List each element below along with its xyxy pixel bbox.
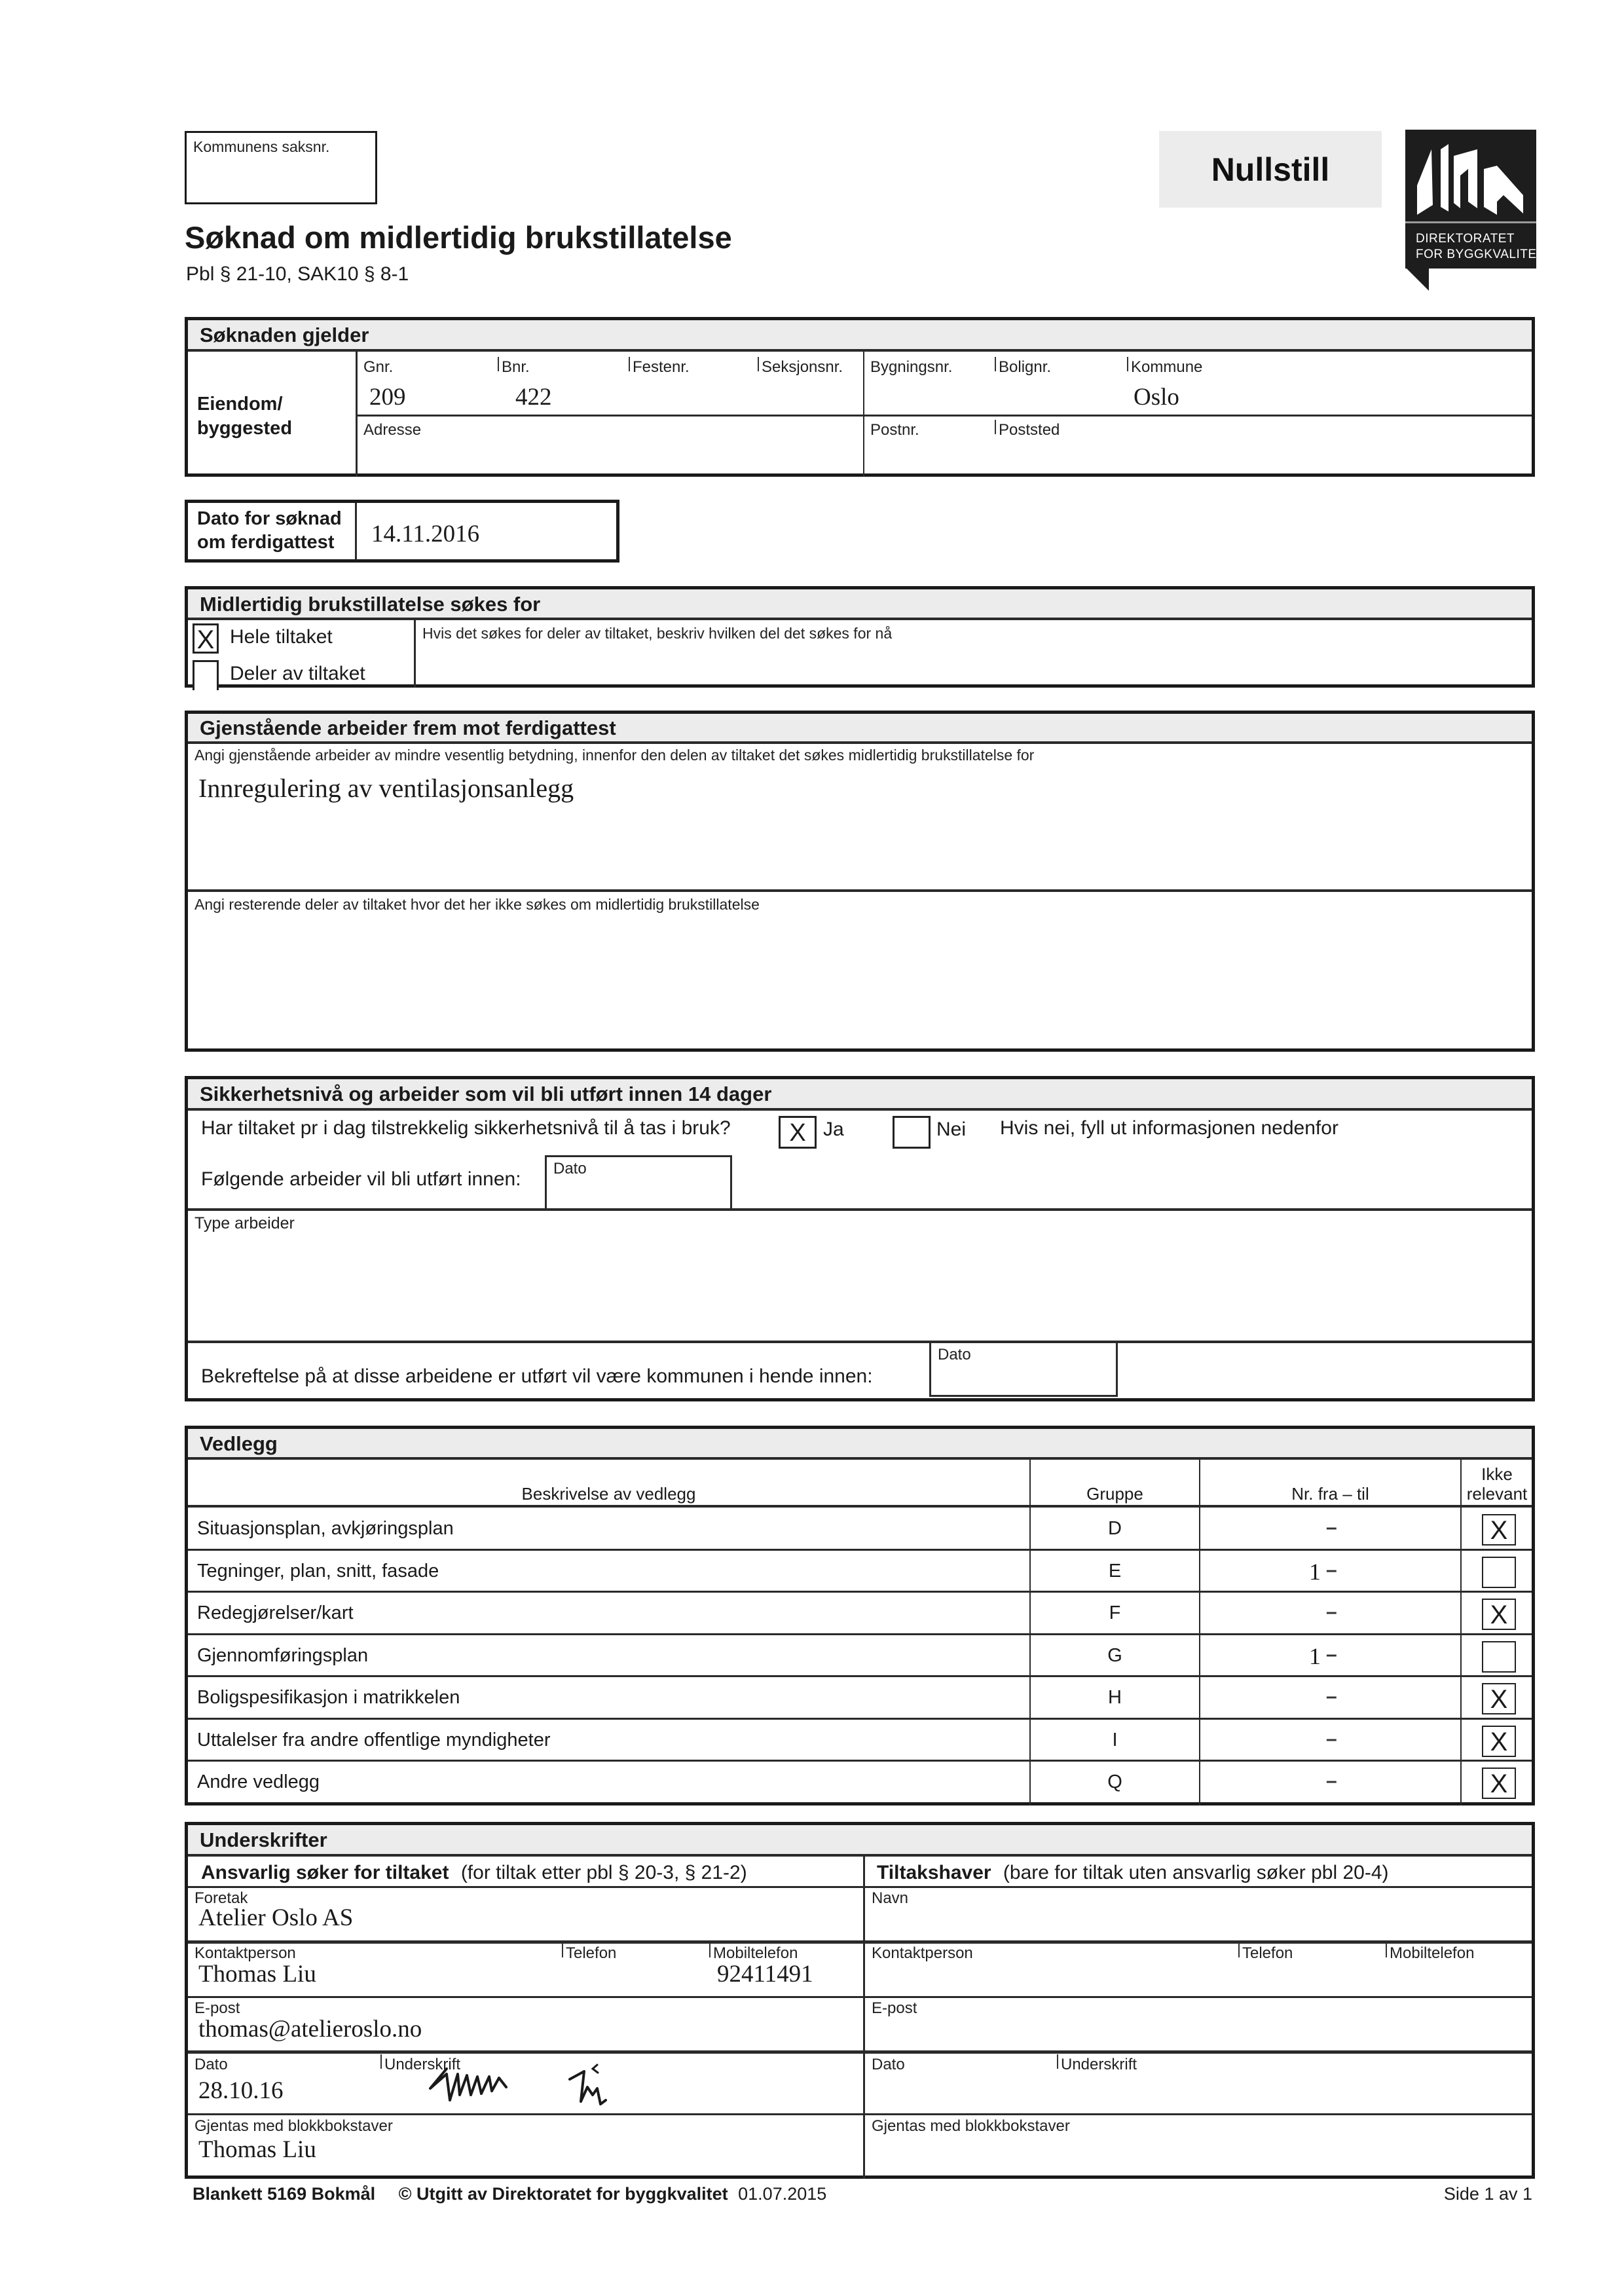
- applicant-mobile-field[interactable]: 92411491: [717, 1961, 813, 1988]
- deler-av-tiltaket-checkbox[interactable]: [193, 660, 219, 690]
- signatures-section: [185, 1822, 1535, 2179]
- hele-tiltaket-label: Hele tiltaket: [230, 626, 333, 648]
- attachment-range-separator: –: [1326, 1643, 1337, 1665]
- safety-no-label: Nei: [936, 1119, 967, 1140]
- hele-tiltaket-checkbox[interactable]: [193, 623, 219, 654]
- safety-yes-checkbox[interactable]: [779, 1116, 817, 1149]
- attachment-range-separator: –: [1326, 1601, 1337, 1623]
- works-by-label: Følgende arbeider vil bli utført innen:: [201, 1168, 521, 1190]
- attachment-description: Redegjørelser/kart: [197, 1602, 354, 1623]
- bnr-field[interactable]: 422: [515, 384, 552, 411]
- attachment-description: Andre vedlegg: [197, 1771, 320, 1792]
- applicant-block-letters-field[interactable]: Thomas Liu: [198, 2136, 316, 2163]
- attachments-section-title: Vedlegg: [188, 1429, 1532, 1460]
- deler-av-tiltaket-label: Deler av tiltaket: [230, 663, 365, 684]
- attachment-row: [188, 1592, 1532, 1635]
- property-row-label-1: Eiendom/: [197, 394, 283, 415]
- attachment-row: [188, 1635, 1532, 1677]
- edition-date: 01.07.2015: [738, 2184, 827, 2204]
- attachment-description: Situasjonsplan, avkjøringsplan: [197, 1518, 454, 1539]
- not-relevant-checkbox[interactable]: [1482, 1599, 1516, 1630]
- case-number-label: Kommunens saksnr.: [193, 138, 330, 155]
- page-title: Søknad om midlertidig brukstillatelse: [185, 220, 732, 255]
- publisher: © Utgitt av Direktoratet for byggkvalitet: [398, 2184, 728, 2204]
- column-header-group: Gruppe: [1086, 1484, 1143, 1504]
- not-relevant-checkbox[interactable]: [1482, 1726, 1516, 1757]
- completion-date-label-1: Dato for søknad: [197, 508, 342, 529]
- owner-phone-label: Telefon: [1242, 1944, 1293, 1962]
- owner-signature-field[interactable]: [1061, 2054, 1532, 2110]
- checkmark-x-icon: X: [1490, 1769, 1508, 1798]
- safety-if-no-note: Hvis nei, fyll ut informasjonen nedenfor: [1000, 1117, 1338, 1139]
- applicant-block-letters-label: Gjentas med blokkbokstaver: [194, 2117, 393, 2135]
- handwritten-signature-icon: [384, 2054, 856, 2110]
- checkmark-x-icon: X: [1490, 1516, 1508, 1545]
- confirmation-label: Bekreftelse på at disse arbeidene er utført vil være kommunen i hende innen:: [201, 1365, 873, 1387]
- applicant-signature-field[interactable]: [384, 2054, 856, 2110]
- safety-section-title: Sikkerhetsnivå og arbeider som vil bli utført innen 14 dager: [188, 1079, 1532, 1111]
- owner-email-label: E-post: [872, 1999, 917, 2017]
- partial-description-field[interactable]: [418, 643, 1529, 682]
- column-header-not-relevant-2: relevant: [1466, 1484, 1528, 1504]
- work-type-label: Type arbeider: [194, 1214, 295, 1232]
- page-subtitle: Pbl § 21-10, SAK10 § 8-1: [186, 263, 409, 285]
- completion-date-section: [185, 500, 619, 563]
- attachment-group: Q: [1107, 1771, 1122, 1792]
- completion-date-field[interactable]: 14.11.2016: [371, 521, 480, 547]
- checkmark-x-icon: X: [1490, 1685, 1508, 1714]
- minor-work-label: Angi gjenstående arbeider av mindre vesentlig betydning, innenfor den delen av tiltaket det søkes midlertidig brukstillatelse for: [194, 747, 1035, 764]
- attachment-range-separator: –: [1326, 1770, 1337, 1792]
- case-number-box[interactable]: [185, 131, 377, 204]
- applicant-date-field[interactable]: 28.10.16: [198, 2077, 284, 2104]
- attachment-range-separator: –: [1326, 1728, 1337, 1750]
- attachment-range-separator: –: [1326, 1517, 1337, 1538]
- not-relevant-checkbox[interactable]: [1482, 1514, 1516, 1546]
- applicant-contact-field[interactable]: Thomas Liu: [198, 1961, 316, 1988]
- reset-button[interactable]: [1159, 131, 1382, 208]
- reset-button-label: Nullstill: [1211, 151, 1330, 188]
- owner-signature-label: Underskrift: [1061, 2056, 1137, 2073]
- scope-section-title: Midlertidig brukstillatelse søkes for: [188, 589, 1532, 620]
- not-relevant-checkbox[interactable]: [1482, 1641, 1516, 1673]
- attachment-row: [188, 1761, 1532, 1804]
- attachment-group: E: [1108, 1560, 1122, 1582]
- gnr-field[interactable]: 209: [369, 384, 406, 411]
- work-type-field[interactable]: [191, 1234, 1529, 1339]
- applicant-company-label: Foretak: [194, 1889, 248, 1907]
- remaining-work-section: [185, 711, 1535, 1052]
- attachments-section: [185, 1426, 1535, 1805]
- gnr-label: Gnr.: [363, 358, 394, 376]
- completion-date-label-2: om ferdigattest: [197, 532, 335, 553]
- not-relevant-checkbox[interactable]: [1482, 1768, 1516, 1799]
- minor-work-field[interactable]: Innregulering av ventilasjonsanlegg: [198, 773, 574, 803]
- logo-text-line2: FOR BYGGKVALITET: [1416, 248, 1545, 261]
- owner-name-label: Navn: [872, 1889, 909, 1907]
- applicant-date-label: Dato: [194, 2056, 228, 2073]
- remaining-parts-field[interactable]: [191, 916, 1529, 1046]
- attachment-description: Tegninger, plan, snitt, fasade: [197, 1560, 439, 1582]
- owner-contact-label: Kontaktperson: [872, 1944, 973, 1962]
- form-id: Blankett 5169 Bokmål: [193, 2184, 376, 2204]
- postnr-label: Postnr.: [870, 421, 919, 439]
- applicant-contact-label: Kontaktperson: [194, 1944, 296, 1962]
- column-header-range: Nr. fra – til: [1291, 1484, 1369, 1504]
- attachment-group: F: [1109, 1602, 1121, 1623]
- page-indicator: Side 1 av 1: [1443, 2184, 1532, 2204]
- safety-yes-label: Ja: [823, 1119, 844, 1140]
- kommune-field[interactable]: Oslo: [1134, 384, 1179, 411]
- property-section-title: Søknaden gjelder: [188, 320, 1532, 352]
- attachment-description: Boligspesifikasjon i matrikkelen: [197, 1687, 460, 1708]
- attachment-group: I: [1112, 1729, 1118, 1750]
- dibk-logo: [1405, 130, 1545, 268]
- property-row-label-2: byggested: [197, 418, 293, 439]
- attachment-range-from[interactable]: 1: [1309, 1558, 1321, 1585]
- applicant-title: Ansvarlig søker for tiltaket (for tiltak etter pbl § 20-3, § 21-2): [201, 1862, 747, 1883]
- safety-no-checkbox[interactable]: [893, 1116, 931, 1149]
- building-logo-icon: [1405, 130, 1536, 221]
- attachment-row: [188, 1676, 1532, 1719]
- safety-section: [185, 1076, 1535, 1401]
- footer-left: [193, 2184, 826, 2204]
- attachment-group: D: [1108, 1518, 1122, 1539]
- checkmark-x-icon: X: [196, 625, 215, 654]
- bygningsnr-label: Bygningsnr.: [870, 358, 953, 376]
- logo-flag-tail-icon: [1407, 268, 1433, 292]
- checkmark-x-icon: X: [1490, 1727, 1508, 1756]
- bnr-label: Bnr.: [502, 358, 530, 376]
- attachment-row: [188, 1550, 1532, 1593]
- works-by-date-field[interactable]: Dato: [545, 1155, 732, 1210]
- property-section: [185, 317, 1535, 477]
- column-header-not-relevant-1: Ikke: [1481, 1464, 1513, 1484]
- applicant-signature-label: Underskrift: [384, 2056, 461, 2073]
- poststed-label: Poststed: [999, 421, 1060, 439]
- attachment-row: [188, 1508, 1532, 1550]
- owner-date-label: Dato: [872, 2056, 905, 2073]
- applicant-email-field[interactable]: thomas@atelieroslo.no: [198, 2016, 422, 2043]
- attachment-group: H: [1108, 1687, 1122, 1708]
- remaining-parts-label: Angi resterende deler av tiltaket hvor det her ikke søkes om midlertidig brukstillatelse: [194, 896, 760, 913]
- attachment-group: G: [1107, 1644, 1122, 1666]
- festenr-label: Festenr.: [633, 358, 690, 376]
- attachment-range-separator: –: [1326, 1559, 1337, 1581]
- attachment-range-separator: –: [1326, 1686, 1337, 1707]
- applicant-phone-label: Telefon: [566, 1944, 617, 1962]
- bolignr-label: Bolignr.: [999, 358, 1052, 376]
- adresse-label: Adresse: [363, 421, 422, 439]
- checkmark-x-icon: X: [1490, 1601, 1508, 1629]
- checkmark-x-icon: X: [789, 1119, 806, 1147]
- confirmation-date-field[interactable]: Dato: [929, 1342, 1118, 1397]
- owner-title: Tiltakshaver (bare for tiltak uten ansvarlig søker pbl 20-4): [877, 1862, 1389, 1883]
- owner-mobile-label: Mobiltelefon: [1390, 1944, 1475, 1962]
- applicant-mobile-label: Mobiltelefon: [713, 1944, 798, 1962]
- logo-text-line1: DIREKTORATET: [1416, 232, 1515, 246]
- partial-description-label: Hvis det søkes for deler av tiltaket, beskriv hvilken del det søkes for nå: [422, 625, 893, 642]
- attachment-description: Gjennomføringsplan: [197, 1644, 369, 1666]
- scope-section: [185, 586, 1535, 688]
- not-relevant-checkbox[interactable]: [1482, 1683, 1516, 1714]
- not-relevant-checkbox[interactable]: [1482, 1557, 1516, 1588]
- applicant-company-field[interactable]: Atelier Oslo AS: [198, 1904, 354, 1931]
- column-header-description: Beskrivelse av vedlegg: [521, 1484, 696, 1504]
- attachment-row: [188, 1719, 1532, 1762]
- kommune-label: Kommune: [1131, 358, 1203, 376]
- owner-block-letters-label: Gjentas med blokkbokstaver: [872, 2117, 1070, 2135]
- signatures-section-title: Underskrifter: [188, 1825, 1532, 1857]
- attachment-range-from[interactable]: 1: [1309, 1642, 1321, 1669]
- applicant-email-label: E-post: [194, 1999, 240, 2017]
- remaining-work-section-title: Gjenstående arbeider frem mot ferdigattest: [188, 714, 1532, 744]
- attachment-description: Uttalelser fra andre offentlige myndigheter: [197, 1729, 551, 1750]
- seksjonsnr-label: Seksjonsnr.: [762, 358, 843, 376]
- safety-question: Har tiltaket pr i dag tilstrekkelig sikkerhetsnivå til å tas i bruk?: [201, 1117, 731, 1139]
